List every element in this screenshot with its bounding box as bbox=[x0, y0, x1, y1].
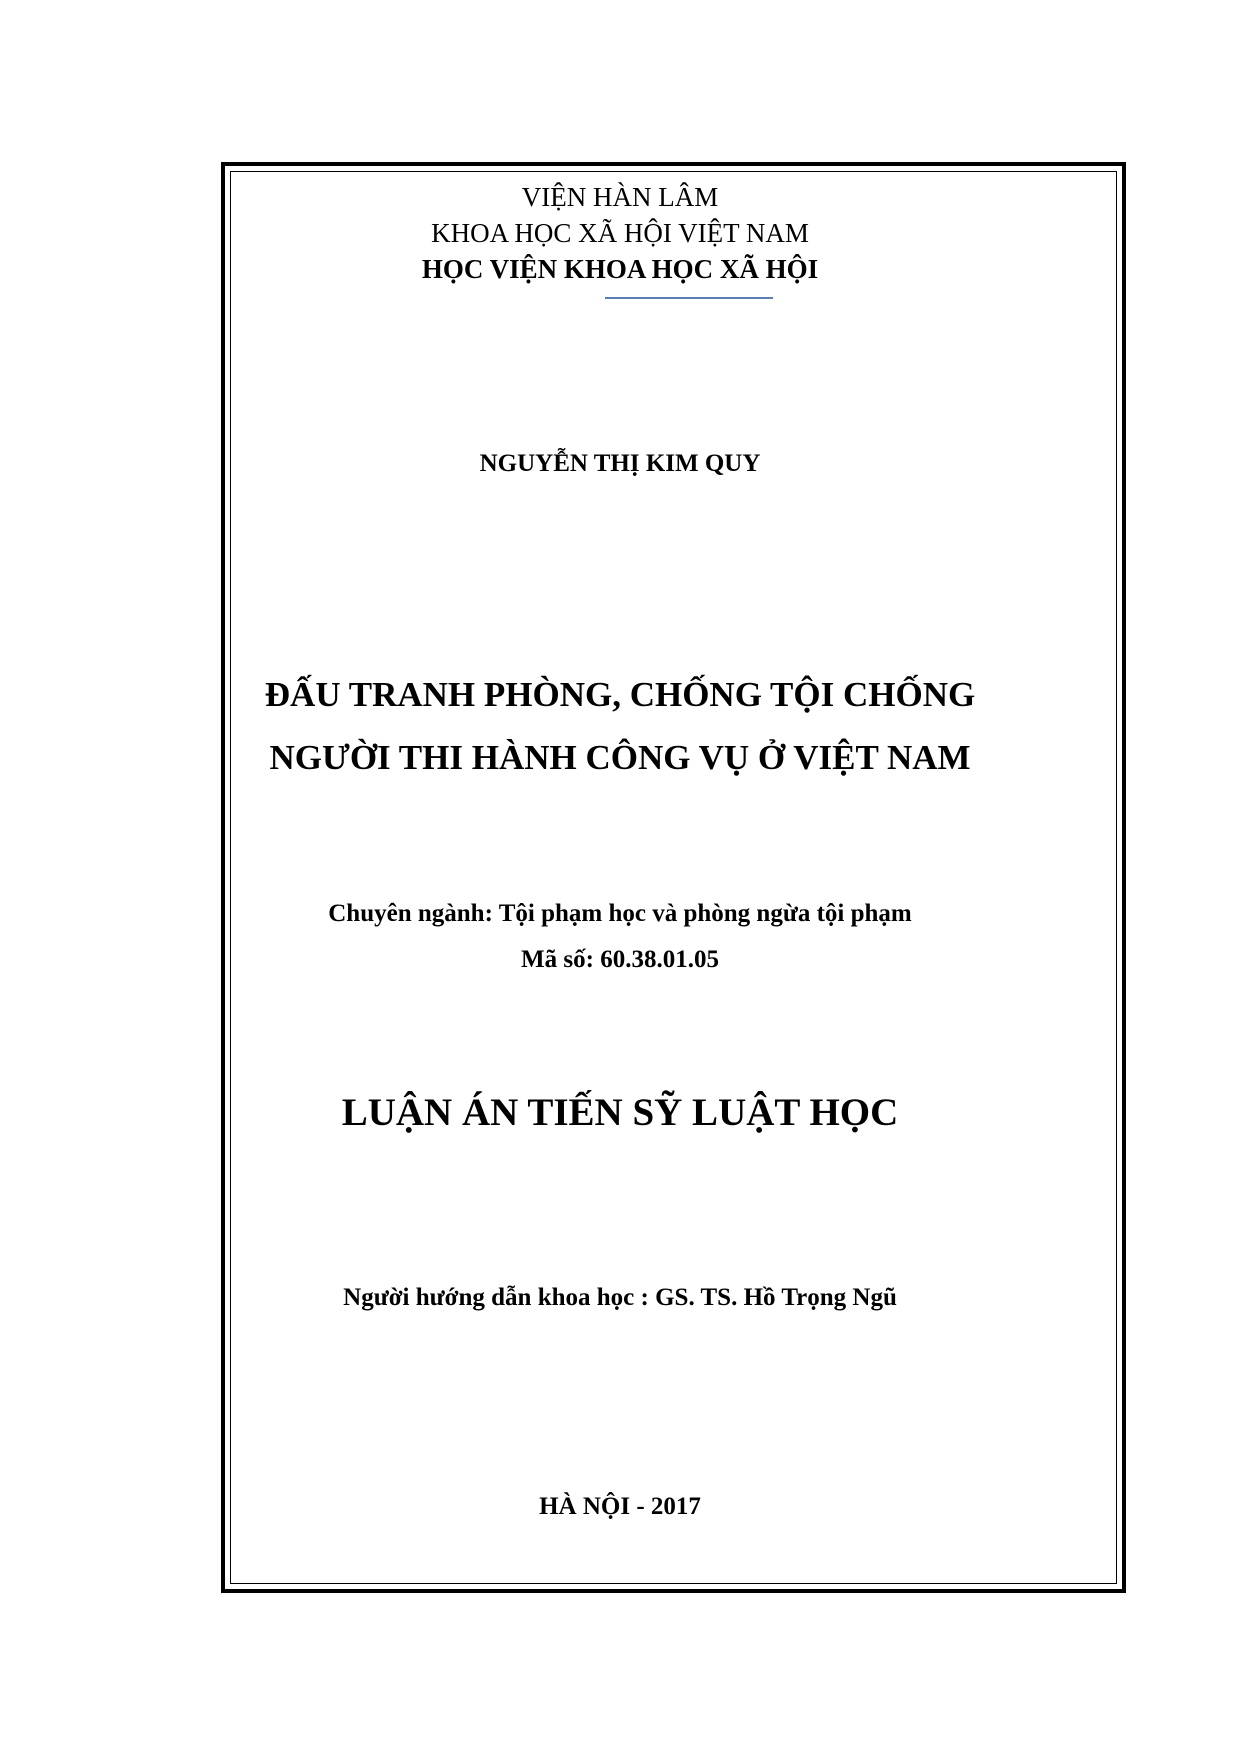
page-border-inner bbox=[230, 171, 1117, 1584]
institution-line-1: VIỆN HÀN LÂM bbox=[521, 182, 719, 212]
institution-line-3: HỌC VIỆN KHOA HỌC XÃ HỘI bbox=[421, 254, 819, 284]
institution-line-2: KHOA HỌC XÃ HỘI VIỆT NAM bbox=[431, 218, 809, 248]
scientific-advisor: Người hướng dẫn khoa học : GS. TS. Hồ Trọng Ngũ bbox=[343, 1284, 897, 1311]
author-name: NGUYỄN THỊ KIM QUY bbox=[479, 450, 761, 477]
specialization: Chuyên ngành: Tội phạm học và phòng ngừa tội phạm bbox=[328, 900, 912, 927]
thesis-title-line-1: ĐẤU TRANH PHÒNG, CHỐNG TỘI CHỐNG bbox=[264, 675, 976, 714]
header-separator bbox=[605, 297, 773, 299]
place-and-year: HÀ NỘI - 2017 bbox=[539, 1493, 701, 1520]
specialization-code: Mã số: 60.38.01.05 bbox=[521, 946, 719, 973]
degree-title: LUẬN ÁN TIẾN SỸ LUẬT HỌC bbox=[341, 1091, 899, 1134]
thesis-title-line-2: NGƯỜI THI HÀNH CÔNG VỤ Ở VIỆT NAM bbox=[269, 738, 971, 777]
